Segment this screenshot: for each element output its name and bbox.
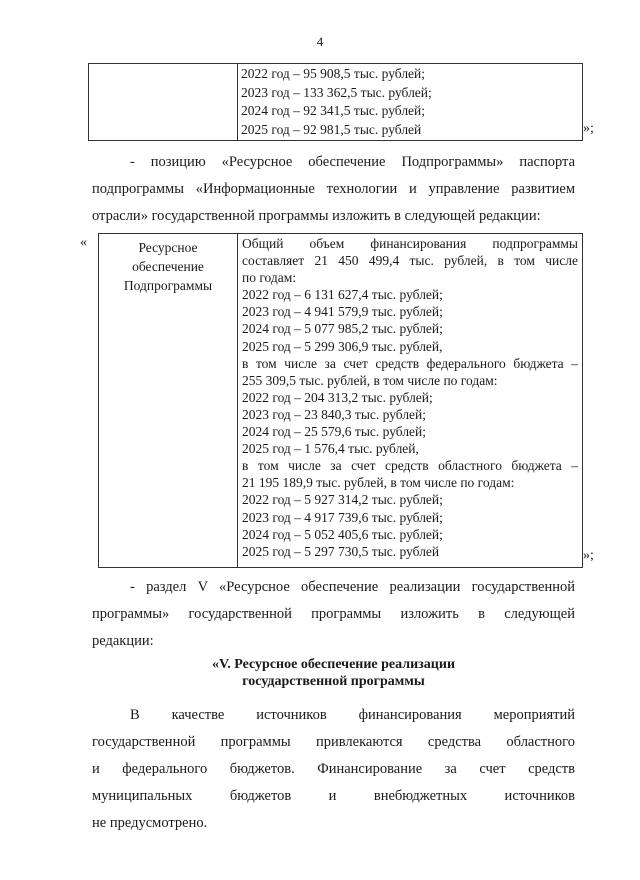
funding-line: 2023 год – 4 917 739,6 тыс. рублей; (242, 509, 443, 525)
paragraph-line: программы» государственной программы изложить в следующей (92, 606, 575, 622)
table-right-cell (239, 234, 582, 567)
funding-line: 2025 год – 5 297 730,5 тыс. рублей (242, 543, 440, 559)
paragraph-line: В качестве источников финансирования мероприятий (130, 707, 575, 723)
funding-line: 2022 год – 5 927 314,2 тыс. рублей; (242, 492, 443, 508)
row-label-line: Подпрограммы (123, 278, 213, 293)
funding-line: в том числе за счет средств областного бюджета – (242, 458, 578, 474)
funding-line: 2022 год – 6 131 627,4 тыс. рублей; (242, 287, 443, 303)
paragraph-line: и федерального бюджетов. Финансирование за счет средств (92, 761, 575, 777)
closing-quote-mark: »; (583, 121, 594, 136)
funding-line: 2024 год – 5 052 405,6 тыс. рублей; (242, 526, 443, 542)
section-body-paragraph (92, 702, 575, 837)
amendment-paragraph-1 (92, 149, 575, 230)
paragraph-line: муниципальных бюджетов и внебюджетных источников (92, 788, 575, 804)
paragraph-line: - раздел V «Ресурсное обеспечение реализации государственной (130, 579, 575, 595)
funding-line: 2025 год – 5 299 306,9 тыс. рублей, (242, 338, 443, 354)
table-left-cell (99, 234, 238, 567)
funding-line: в том числе за счет средств федерального бюджета – (242, 355, 578, 371)
funding-line: 2024 год – 92 341,5 тыс. рублей; (241, 103, 426, 118)
funding-line: по годам: (242, 270, 297, 286)
closing-quote-mark: »; (583, 548, 594, 563)
table-right-cell (238, 64, 582, 140)
funding-line: 21 195 189,9 тыс. рублей, в том числе по годам: (242, 475, 515, 491)
funding-line: 2023 год – 133 362,5 тыс. рублей; (241, 84, 432, 100)
row-label-line: Ресурсное (138, 240, 198, 255)
table-left-cell (89, 64, 238, 140)
row-label-line: обеспечение (132, 259, 204, 274)
funding-line: Общий объем финансирования подпрограммы (242, 236, 578, 251)
funding-line: 255 309,5 тыс. рублей, в том числе по годам: (242, 372, 498, 388)
funding-line: 2024 год – 25 579,6 тыс. рублей; (242, 424, 427, 440)
page-number: 4 (316, 34, 324, 49)
funding-line: 2024 год – 5 077 985,2 тыс. рублей; (242, 321, 443, 337)
paragraph-line: - позицию «Ресурсное обеспечение Подпрограммы» паспорта (130, 154, 575, 170)
funding-table-continuation (88, 63, 583, 141)
heading-line: государственной программы (242, 674, 425, 689)
funding-line: 2025 год – 92 981,5 тыс. рублей (241, 121, 422, 137)
funding-line: 2023 год – 4 941 579,9 тыс. рублей; (242, 304, 443, 320)
paragraph-line: не предусмотрено. (92, 815, 208, 831)
heading-line: «V. Ресурсное обеспечение реализации (211, 657, 456, 672)
funding-line: составляет 21 450 499,4 тыс. рублей, в том числе (242, 253, 578, 269)
paragraph-line: подпрограммы «Информационные технологии и управление развитием (92, 181, 575, 197)
funding-line: 2023 год – 23 840,3 тыс. рублей; (242, 406, 427, 422)
resource-provision-table (98, 233, 583, 568)
section-heading (92, 656, 575, 690)
paragraph-line: отрасли» государственной программы изложить в следующей редакции: (92, 208, 541, 224)
paragraph-line: редакции: (92, 633, 154, 649)
funding-line: 2022 год – 95 908,5 тыс. рублей; (241, 66, 426, 81)
amendment-paragraph-2 (92, 574, 575, 655)
opening-quote-mark: « (80, 235, 87, 250)
funding-line: 2022 год – 204 313,2 тыс. рублей; (242, 389, 433, 405)
funding-line: 2025 год – 1 576,4 тыс. рублей, (242, 441, 419, 457)
paragraph-line: государственной программы привлекаются средства областного (92, 734, 575, 750)
